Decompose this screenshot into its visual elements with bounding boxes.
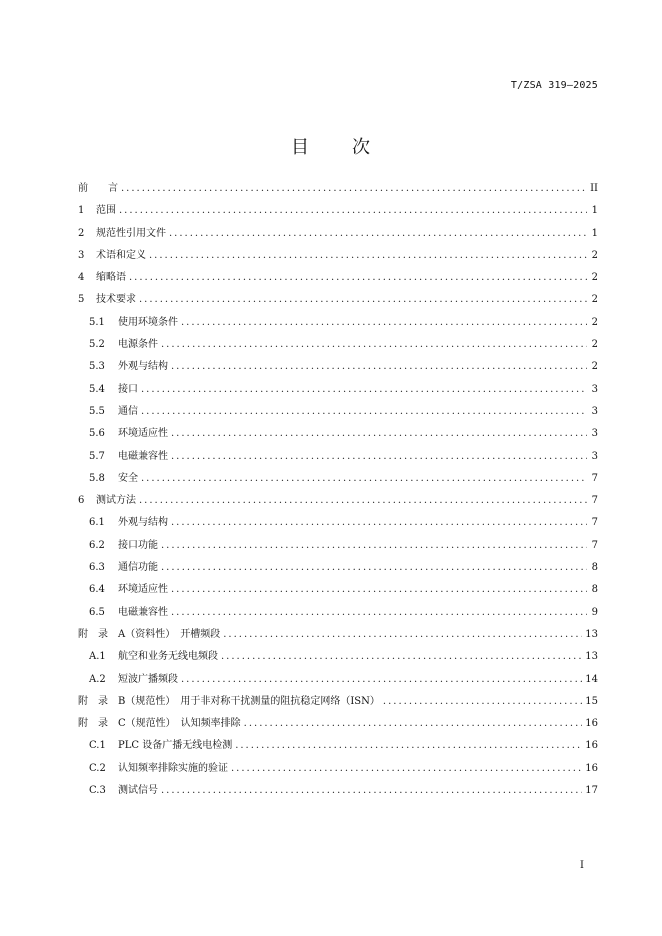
toc-entry-page: 13 — [585, 651, 598, 663]
toc-entry-number: 6.4 — [89, 584, 105, 596]
toc-entry[interactable] — [78, 468, 598, 490]
toc-entry-number: 1 — [78, 205, 85, 217]
toc-leader-dots — [141, 401, 587, 423]
toc-entry-page: 8 — [591, 562, 598, 574]
toc-entry[interactable] — [78, 423, 598, 445]
toc-entry-label: 电磁兼容性 — [118, 450, 168, 462]
toc-entry-page: 3 — [591, 383, 598, 395]
toc-leader-dots — [244, 713, 583, 735]
toc-entry-number: 前 言 — [78, 183, 118, 194]
toc-entry-label: 缩略语 — [96, 272, 126, 284]
toc-leader-dots — [171, 602, 587, 624]
toc-entry-label: （规范性） 用于非对称干扰测量的阻抗稳定网络（ISN） — [125, 695, 380, 707]
toc-leader-dots — [171, 512, 587, 534]
toc-entry-page: 16 — [585, 762, 598, 774]
toc-entry-page: 17 — [585, 785, 598, 797]
toc-entry-label: 安全 — [118, 472, 138, 484]
toc-entry-number: 5.7 — [89, 450, 105, 462]
toc-list — [78, 178, 598, 802]
toc-entry-number: 5.1 — [89, 316, 105, 328]
page-number: I — [580, 860, 584, 871]
toc-entry-number: 附 录 C — [78, 718, 126, 730]
toc-entry[interactable] — [78, 557, 598, 579]
toc-entry[interactable] — [78, 780, 598, 802]
toc-entry-page: 7 — [591, 517, 598, 529]
toc-entry-label: 技术要求 — [96, 294, 136, 306]
toc-leader-dots — [141, 379, 587, 401]
toc-entry-number: 5.5 — [89, 405, 105, 417]
toc-entry-label: 术语和定义 — [96, 249, 146, 261]
toc-entry-page: 1 — [591, 227, 598, 239]
toc-entry-page: 9 — [591, 606, 598, 618]
toc-entry-label: 认知频率排除实施的验证 — [118, 762, 228, 774]
toc-entry[interactable] — [78, 334, 598, 356]
toc-entry-page: 15 — [585, 695, 598, 707]
toc-entry-label: 接口功能 — [118, 539, 158, 551]
toc-entry-label: 短波广播频段 — [118, 673, 178, 685]
toc-entry[interactable] — [78, 289, 598, 311]
toc-entry-page: 1 — [591, 205, 598, 217]
toc-entry-label: PLC 设备广播无线电检测 — [118, 740, 233, 752]
toc-entry[interactable] — [78, 401, 598, 423]
toc-entry-page: 16 — [585, 740, 598, 752]
toc-leader-dots — [141, 468, 587, 490]
toc-entry-label: 电磁兼容性 — [118, 606, 168, 618]
toc-entry-page: 13 — [585, 628, 598, 640]
toc-entry-number: 附 录 B — [78, 695, 126, 707]
toc-leader-dots — [129, 267, 587, 289]
toc-leader-dots — [223, 624, 582, 646]
toc-leader-dots — [383, 691, 582, 713]
toc-entry-number: 2 — [78, 227, 85, 239]
toc-entry-page: 14 — [585, 673, 598, 685]
toc-leader-dots — [171, 423, 587, 445]
toc-entry-page: 3 — [591, 405, 598, 417]
toc-entry[interactable] — [78, 602, 598, 624]
toc-entry-page: 3 — [591, 450, 598, 462]
toc-leader-dots — [181, 669, 582, 691]
toc-entry-page: 2 — [591, 249, 598, 261]
toc-entry[interactable] — [78, 669, 598, 691]
document-code: T/ZSA 319—2025 — [510, 80, 598, 91]
toc-entry[interactable] — [78, 245, 598, 267]
toc-entry[interactable] — [78, 200, 598, 222]
toc-entry-label: 接口 — [118, 383, 138, 395]
toc-leader-dots — [221, 646, 582, 668]
toc-entry-page: 2 — [591, 316, 598, 328]
toc-leader-dots — [161, 535, 587, 557]
toc-entry-number: 6.2 — [89, 539, 105, 551]
toc-entry-label: 电源条件 — [118, 339, 158, 351]
toc-leader-dots — [139, 289, 587, 311]
toc-entry-label: 外观与结构 — [118, 517, 168, 529]
toc-leader-dots — [231, 758, 582, 780]
toc-entry[interactable] — [78, 535, 598, 557]
toc-leader-dots — [139, 490, 587, 512]
toc-entry-page: 2 — [591, 272, 598, 284]
toc-entry-number: 5.3 — [89, 361, 105, 373]
toc-title-char-2: 次 — [352, 137, 371, 158]
toc-entry-page: 3 — [591, 428, 598, 440]
toc-entry[interactable] — [78, 223, 598, 245]
toc-entry-page: 7 — [591, 472, 598, 484]
toc-entry-number: 6 — [78, 495, 85, 507]
toc-entry-number: 附 录 A — [78, 628, 126, 640]
toc-entry-number: 5.6 — [89, 428, 105, 440]
toc-leader-dots — [161, 557, 587, 579]
toc-entry[interactable] — [78, 646, 598, 668]
toc-entry-label: 通信 — [118, 405, 138, 417]
toc-entry[interactable] — [78, 691, 598, 713]
toc-leader-dots — [121, 178, 587, 200]
toc-entry-label: 通信功能 — [118, 562, 158, 574]
toc-entry-label: 环境适应性 — [118, 428, 168, 440]
toc-entry-number: 6.1 — [89, 517, 105, 529]
toc-leader-dots — [161, 334, 587, 356]
toc-entry-number: 5.8 — [89, 472, 105, 484]
toc-entry-number: C.1 — [89, 740, 106, 752]
toc-entry-number: C.2 — [89, 762, 106, 774]
toc-entry-number: 6.5 — [89, 606, 105, 618]
toc-entry[interactable] — [78, 178, 598, 200]
toc-entry-page: 2 — [591, 294, 598, 306]
toc-entry[interactable] — [78, 267, 598, 289]
toc-entry-number: 4 — [78, 272, 85, 284]
toc-entry-number: 5.2 — [89, 339, 105, 351]
toc-entry-label: 测试信号 — [118, 785, 158, 797]
toc-entry-number: 3 — [78, 249, 85, 261]
toc-entry[interactable] — [78, 312, 598, 334]
toc-leader-dots — [171, 356, 587, 378]
toc-leader-dots — [171, 446, 587, 468]
toc-entry-number: A.1 — [89, 651, 106, 663]
toc-entry-number: 6.3 — [89, 562, 105, 574]
toc-entry-page: 2 — [591, 361, 598, 373]
toc-entry[interactable] — [78, 512, 598, 534]
toc-entry[interactable] — [78, 713, 598, 735]
toc-entry-page: 8 — [591, 584, 598, 596]
toc-entry-page: 7 — [591, 539, 598, 551]
toc-entry-number: 5 — [78, 294, 85, 306]
toc-leader-dots — [149, 245, 587, 267]
toc-title-char-1: 目 — [291, 137, 310, 158]
toc-leader-dots — [235, 735, 582, 757]
toc-leader-dots — [161, 780, 582, 802]
toc-entry-label: （资料性） 开槽频段 — [125, 628, 221, 640]
toc-entry[interactable] — [78, 579, 598, 601]
toc-entry-page: II — [590, 183, 598, 194]
toc-entry-label: 使用环境条件 — [118, 316, 178, 328]
toc-entry[interactable] — [78, 624, 598, 646]
toc-entry-number: 5.4 — [89, 383, 105, 395]
toc-leader-dots — [171, 579, 587, 601]
toc-entry-label: 航空和业务无线电频段 — [118, 651, 218, 663]
toc-entry-label: 范围 — [96, 205, 116, 217]
toc-entry-number: A.2 — [89, 673, 106, 685]
toc-entry-label: 外观与结构 — [118, 361, 168, 373]
toc-entry-number: C.3 — [89, 785, 106, 797]
toc-entry[interactable] — [78, 379, 598, 401]
toc-entry-label: 环境适应性 — [118, 584, 168, 596]
toc-entry-label: （规范性） 认知频率排除 — [125, 718, 241, 730]
toc-leader-dots — [119, 200, 587, 222]
toc-entry[interactable] — [78, 356, 598, 378]
toc-entry[interactable] — [78, 735, 598, 757]
toc-entry-label: 规范性引用文件 — [96, 227, 166, 239]
toc-leader-dots — [169, 223, 587, 245]
toc-entry-label: 测试方法 — [96, 495, 136, 507]
toc-leader-dots — [181, 312, 587, 334]
toc-entry[interactable] — [78, 446, 598, 468]
toc-entry-page: 7 — [591, 495, 598, 507]
toc-entry-page: 2 — [591, 339, 598, 351]
toc-entry[interactable] — [78, 758, 598, 780]
toc-entry[interactable] — [78, 490, 598, 512]
toc-title — [0, 133, 662, 159]
toc-entry-page: 16 — [585, 718, 598, 730]
